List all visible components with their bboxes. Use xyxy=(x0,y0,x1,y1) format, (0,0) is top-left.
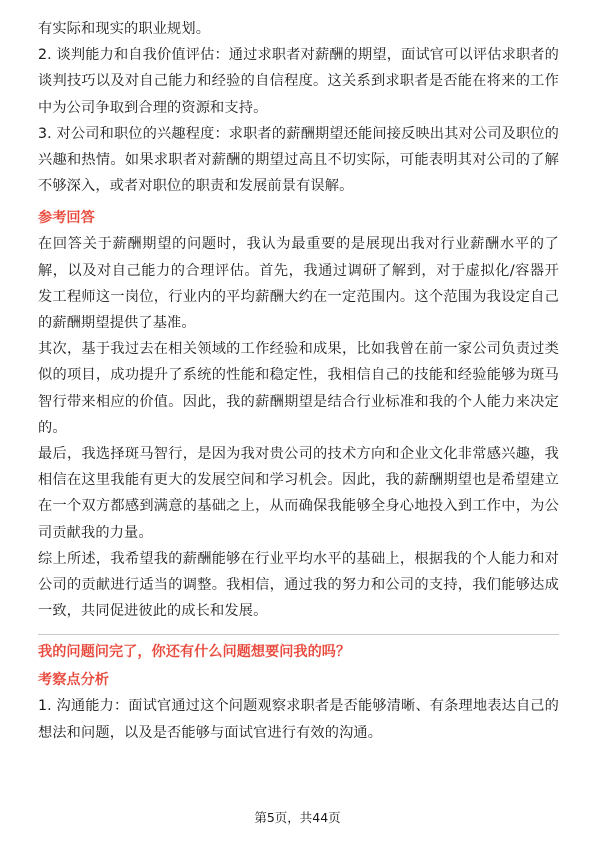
answer-paragraph: 最后，我选择斑马智行，是因为我对贵公司的技术方向和企业文化非常感兴趣，我相信在这里我能有更大的发展空间和学习机会。因此，我的薪酬期望也是希望建立在一个双方都感到满意的基础之上，从而确保我能够全身心地投入到工作中，为公司贡献我的力量。 xyxy=(38,446,559,541)
body-paragraph: 有实际和现实的职业规划。 xyxy=(38,21,211,37)
answer-paragraph: 在回答关于薪酬期望的问题时，我认为最重要的是展现出我对行业薪酬水平的了解，以及对自己能力的合理评估。首先，我通过调研了解到，对于虚拟化/容器开发工程师这一岗位，行业内的平均薪酬大约在一定范围内。这个范围为我设定自己的薪酬期望提供了基准。 xyxy=(38,236,559,332)
body-paragraph: 2. 谈判能力和自我价值评估：通过求职者对薪酬的期望，面试官可以评估求职者的谈判技巧以及对自己能力和经验的自信程度。这关系到求职者是否能在将来的工作中为公司争取到合理的资源和支持。 xyxy=(38,47,559,116)
answer-paragraph: 其次，基于我过去在相关领域的工作经验和成果，比如我曾在前一家公司负责过类似的项目，成功提升了系统的性能和稳定性，我相信自己的技能和经验能够为斑马智行带来相应的价值。因此，我的薪酬期望是结合行业标准和我的个人能力来决定的。 xyxy=(38,341,559,436)
answer-paragraph: 综上所述，我希望我的薪酬能够在行业平均水平的基础上，根据我的个人能力和对公司的贡献进行适当的调整。我相信，通过我的努力和公司的支持，我们能够达成一致，共同促进彼此的成长和发展。 xyxy=(38,550,559,620)
analysis-paragraph: 1. 沟通能力：面试官通过这个问题观察求职者是否能够清晰、有条理地表达自己的想法和问题，以及是否能够与面试官进行有效的沟通。 xyxy=(38,698,559,741)
reference-answer-heading: 参考回答 xyxy=(38,210,95,227)
analysis-heading: 考察点分析 xyxy=(38,672,109,689)
section-divider xyxy=(38,634,559,635)
question-title: 我的问题问完了，你还有什么问题想要问我的吗？ xyxy=(38,644,351,661)
body-paragraph: 3. 对公司和职位的兴趣程度：求职者的薪酬期望还能间接反映出其对公司及职位的兴趣和热情。如果求职者对薪酬的期望过高且不切实际，可能表明其对公司的了解不够深入，或者对职位的职责和发展前景有误解。 xyxy=(38,125,559,195)
page-number: 第5页，共44页 xyxy=(254,810,341,825)
